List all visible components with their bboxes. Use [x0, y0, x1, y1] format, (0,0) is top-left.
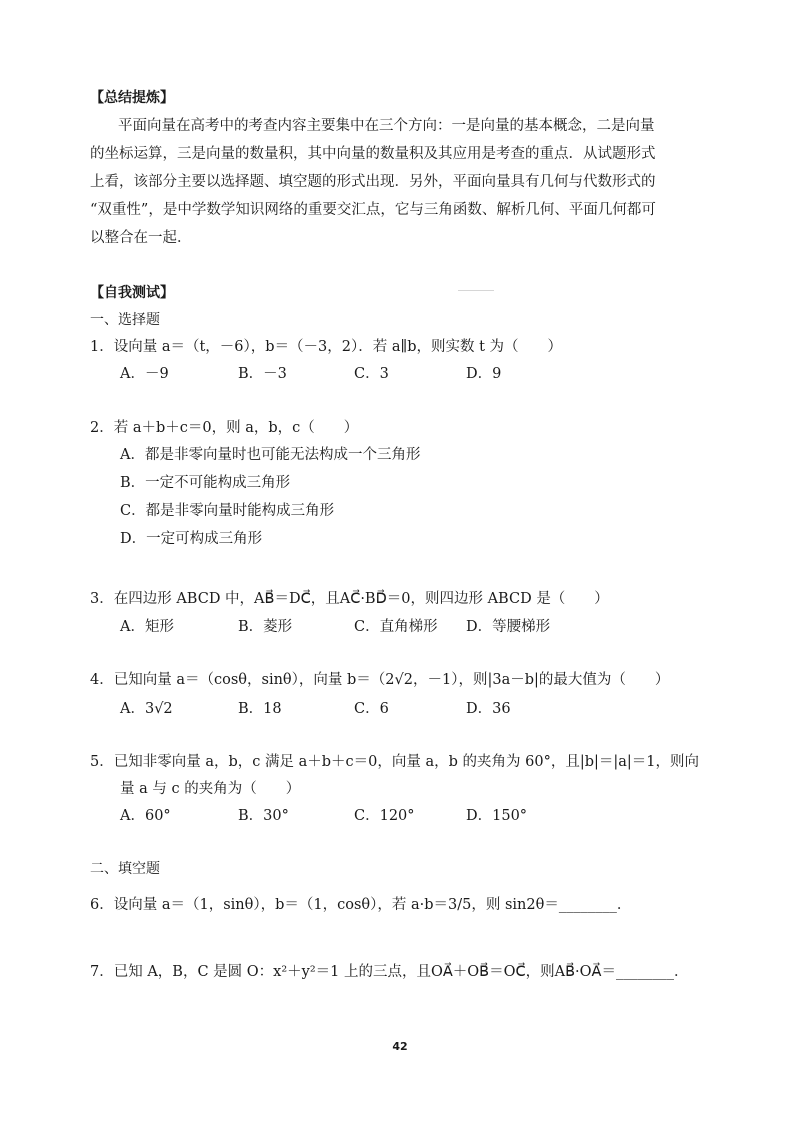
question-4-option-d: D．36	[466, 701, 511, 717]
question-1-option-c: C．3	[354, 366, 389, 382]
question-6-stem: 6．设向量 a＝（1，sinθ），b＝（1，cosθ），若 a·b＝3/5，则 sin2θ＝________．	[90, 897, 632, 913]
question-4-option-b: B．18	[238, 701, 282, 717]
page-number: 42	[392, 1040, 408, 1053]
question-4-option-a: A．3√2	[120, 701, 173, 717]
section-choice-title: 一、选择题	[90, 312, 160, 328]
question-3-option-d: D．等腰梯形	[466, 619, 551, 635]
question-5-stem-line-1: 5．已知非零向量 a，b，c 满足 a＋b＋c＝0，向量 a，b 的夹角为 60°，且|b|＝|a|＝1，则向	[90, 754, 700, 770]
section-fill-title: 二、填空题	[90, 861, 160, 877]
question-5-option-b: B．30°	[238, 808, 289, 824]
question-3-option-c: C．直角梯形	[354, 619, 438, 635]
question-5-option-c: C．120°	[354, 808, 415, 824]
question-2-option-b: B．一定不可能构成三角形	[120, 475, 291, 491]
question-1-option-b: B．－3	[238, 366, 287, 382]
question-3-option-a: A．矩形	[120, 619, 174, 635]
summary-heading: 【总结提炼】	[90, 90, 174, 106]
question-2-option-a: A．都是非零向量时也可能无法构成一个三角形	[120, 447, 421, 463]
question-5-option-d: D．150°	[466, 808, 528, 824]
summary-line-3: 上看，该部分主要以选择题、填空题的形式出现．另外，平面向量具有几何与代数形式的	[90, 174, 656, 190]
summary-line-2: 的坐标运算，三是向量的数量积，其中向量的数量积及其应用是考查的重点．从试题形式	[90, 146, 656, 162]
question-2-option-c: C．都是非零向量时能构成三角形	[120, 503, 335, 519]
question-5-option-a: A．60°	[120, 808, 171, 824]
question-1-stem: 1．设向量 a＝（t，－6），b＝（－3，2）．若 a∥b，则实数 t 为（ ）	[90, 339, 563, 355]
question-2-option-d: D．一定可构成三角形	[120, 531, 263, 547]
question-5-stem-line-2: 量 a 与 c 的夹角为（ ）	[120, 781, 301, 797]
question-1-option-a: A．－9	[120, 366, 169, 382]
question-4-option-c: C．6	[354, 701, 389, 717]
scan-smudge	[458, 290, 494, 291]
question-2-stem: 2．若 a＋b＋c＝0，则 a，b，c（ ）	[90, 420, 359, 436]
question-7-stem: 7．已知 A，B，C 是圆 O：x²＋y²＝1 上的三点，且OA⃗＋OB⃗＝OC⃗，则AB⃗·OA⃗＝________．	[90, 964, 689, 980]
summary-line-4: “双重性”，是中学数学知识网络的重要交汇点，它与三角函数、解析几何、平面几何都可	[90, 202, 656, 218]
question-4-stem: 4．已知向量 a＝（cosθ，sinθ），向量 b＝（2√2，－1），则|3a－b|的最大值为（ ）	[90, 672, 670, 688]
question-3-stem: 3．在四边形 ABCD 中，AB⃗＝DC⃗，且AC⃗·BD⃗＝0，则四边形 ABCD 是（ ）	[90, 591, 609, 607]
self-test-heading: 【自我测试】	[90, 285, 174, 301]
question-1-option-d: D．9	[466, 366, 502, 382]
question-3-option-b: B．菱形	[238, 619, 293, 635]
summary-line-5: 以整合在一起．	[90, 230, 192, 246]
summary-line-1: 平面向量在高考中的考查内容主要集中在三个方向：一是向量的基本概念，二是向量	[118, 118, 655, 134]
